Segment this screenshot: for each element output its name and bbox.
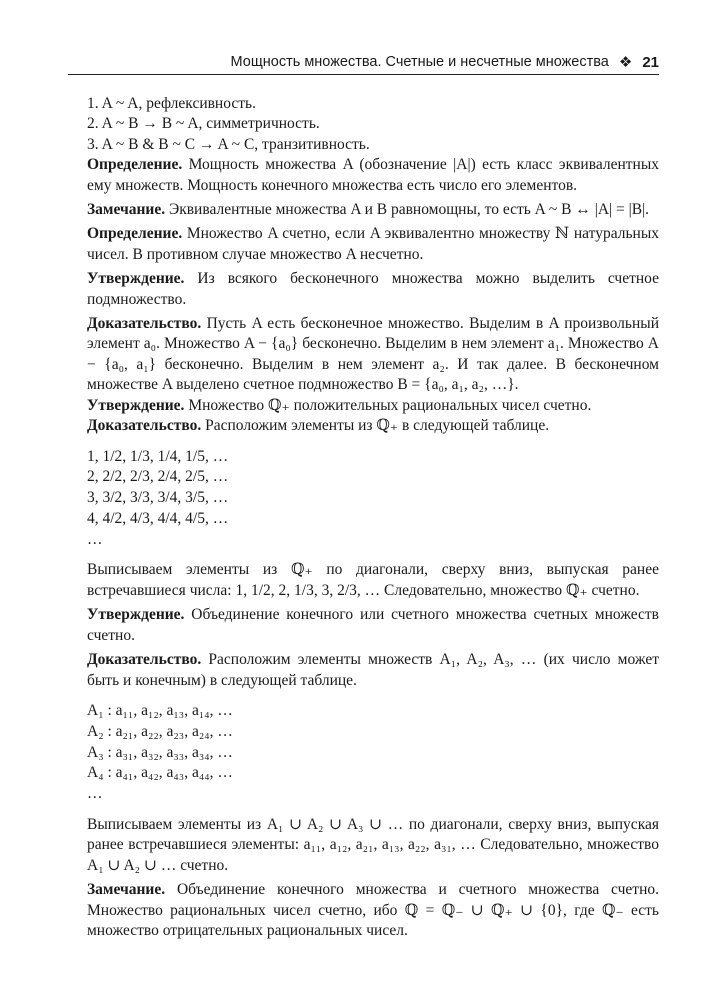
page-body	[87, 94, 659, 941]
list-item: 1. A ~ A, рефлексивность.	[87, 95, 256, 112]
remark-equivalent: Замечание. Эквивалентные множества A и B равномощны, то есть A ~ B ↔ |A| = |B|.	[87, 201, 650, 219]
table-row: A₁ : a₁₁, a₁₂, a₁₃, a₁₄, …	[87, 701, 233, 719]
term-label: Доказательство.	[87, 417, 202, 435]
union-diagonal-explanation: Выписываем элементы из A₁ ∪ A₂ ∪ A₃ ∪ … по диагонали, сверху вниз, выпуская ранее встречавшиеся элементы: a₁₁, a₁₂, a₂₁, a₁₃, a₂₂, a₃₁, … Следовательно, множество A₁ ∪ A₂ ∪ … счетно.	[87, 815, 659, 874]
diagonal-explanation: Выписываем элементы из ℚ₊ по диагонали, сверху вниз, выпуская ранее встречавшиеся числа: 1, 1/2, 2, 1/3, 3, 2/3, … Следовательно, множество ℚ₊ счетно.	[87, 561, 659, 599]
list-item: 3. A ~ B & B ~ C → A ~ C, транзитивность.	[87, 135, 370, 153]
remark-rationals: Замечание. Объединение конечного множества и счетного множества счетно. Множество рациональных чисел счетно, ибо ℚ = ℚ₋ ∪ ℚ₊ ∪ {0}, где ℚ₋ есть множество отрицательных рациональных чисел.	[87, 881, 659, 939]
term-label: Утверждение.	[87, 270, 185, 288]
table-row: 3, 3/2, 3/3, 3/4, 3/5, …	[87, 489, 229, 507]
term-label: Утверждение.	[87, 396, 185, 414]
statement-rationals: Утверждение. Множество ℚ₊ положительных рациональных чисел счетно.	[87, 396, 592, 414]
table-row: A₃ : a₃₁, a₃₂, a₃₃, a₃₄, …	[87, 743, 233, 761]
sets-table	[87, 701, 659, 805]
header-title: Мощность множества. Счетные и несчетные множества	[230, 54, 609, 70]
definition-countable: Определение. Множество A счетно, если A эквивалентно множеству ℕ натуральных чисел. В противном случае множество A несчетно.	[87, 225, 659, 263]
term-label: Доказательство.	[87, 315, 202, 333]
term-label: Замечание.	[87, 201, 166, 219]
statement-union: Утверждение. Объединение конечного или счетного множества счетных множеств счетно.	[87, 606, 659, 644]
table-row: …	[87, 530, 103, 548]
proof-union: Доказательство. Расположим элементы множеств A₁, A₂, A₃, … (их число может быть и конечным) в следующей таблице.	[87, 651, 659, 689]
proof-infinite-subset: Доказательство. Пусть A есть бесконечное множество. Выделим в A произвольный элемент a₀. Множество A − {a₀} бесконечно. Выделим в нем элемент a₁. Множество A − {a₀, a₁} бесконечно. Выделим в нем элемент a₂. И так далее. В бесконечном множестве A выделено счетное подмножество B = {a₀, a₁, a₂, …}.	[87, 315, 659, 394]
term-label: Определение.	[87, 225, 183, 243]
list-item: 2. A ~ B → B ~ A, симметричность.	[87, 115, 320, 133]
statement-infinite-subset: Утверждение. Из всякого бесконечного множества можно выделить счетное подмножество.	[87, 270, 659, 308]
proof-rationals: Доказательство. Расположим элементы из ℚ₊ в следующей таблице.	[87, 417, 550, 435]
table-row: …	[87, 785, 103, 803]
page-number: 21	[642, 53, 659, 71]
table-row: 2, 2/2, 2/3, 2/4, 2/5, …	[87, 468, 229, 486]
term-label: Доказательство.	[87, 651, 202, 669]
running-header	[68, 50, 659, 75]
term-label: Замечание.	[87, 881, 166, 899]
table-row: 4, 4/2, 4/3, 4/4, 4/5, …	[87, 509, 229, 527]
fraction-table	[87, 447, 659, 551]
term-label: Определение.	[87, 156, 183, 174]
table-row: A₄ : a₄₁, a₄₂, a₄₃, a₄₄, …	[87, 764, 233, 782]
definition-power: Определение. Мощность множества A (обозначение |A|) есть класс эквивалентных ему множеств. Мощность конечного множества есть число его элементов.	[87, 156, 659, 194]
term-label: Утверждение.	[87, 606, 185, 624]
table-row: 1, 1/2, 1/3, 1/4, 1/5, …	[87, 447, 229, 465]
table-row: A₂ : a₂₁, a₂₂, a₂₃, a₂₄, …	[87, 722, 233, 740]
ornament-icon: ❖	[618, 54, 633, 71]
